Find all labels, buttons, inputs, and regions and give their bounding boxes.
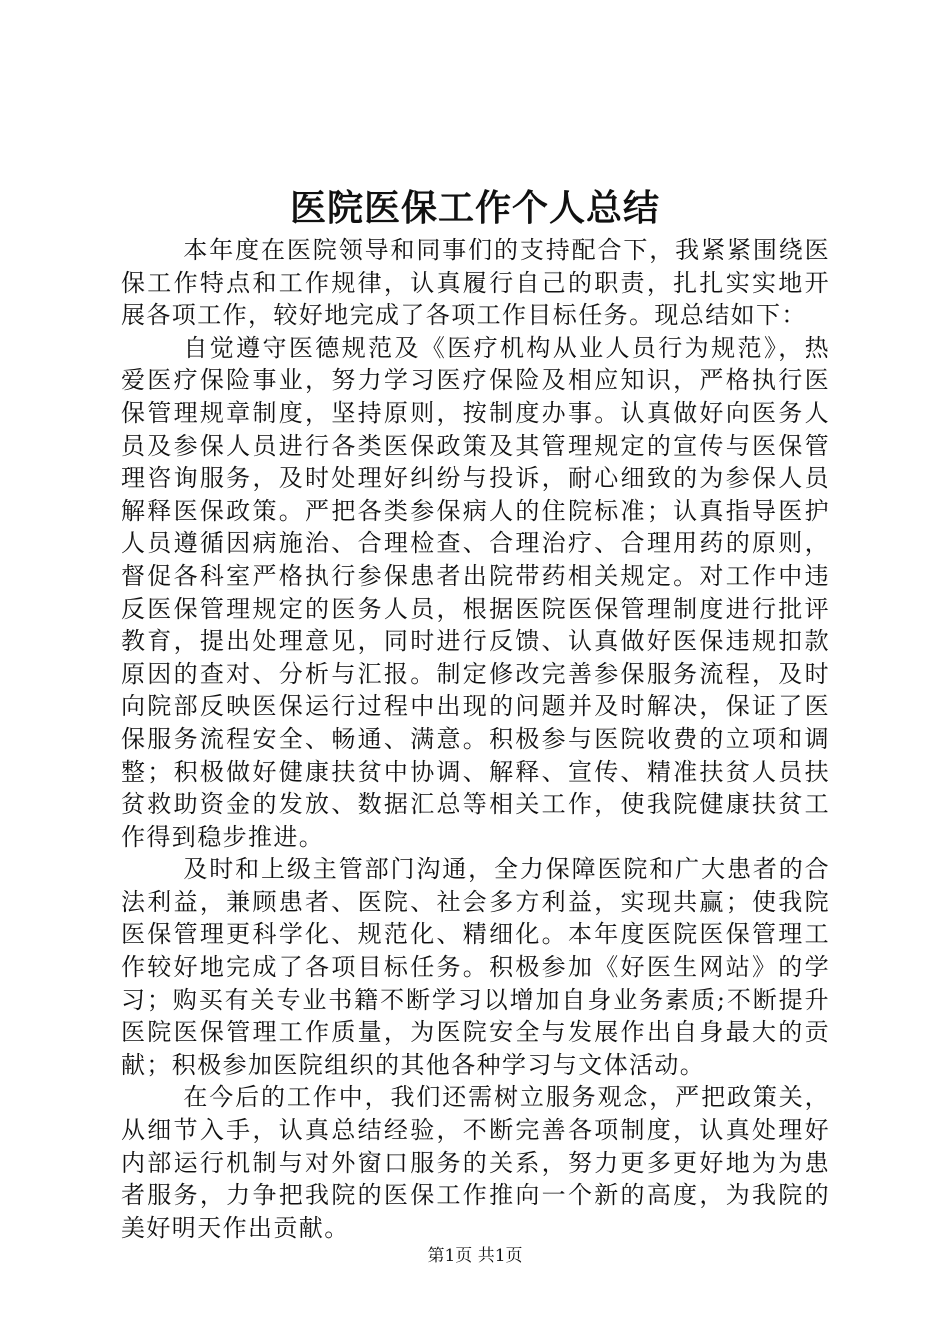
paragraph-intro: 本年度在医院领导和同事们的支持配合下，我紧紧围绕医保工作特点和工作规律，认真履行自己的职责，扎扎实实地开展各项工作，较好地完成了各项工作目标任务。现总结如下： — [121, 236, 830, 330]
paragraph-achievements: 及时和上级主管部门沟通，全力保障医院和广大患者的合法利益，兼顾患者、医院、社会多方利益，实现共赢；使我院医保管理更科学化、规范化、精细化。本年度医院医保管理工作较好地完成了各项目标任务。积极参加《好医生网站》的学习；购买有关专业书籍不断学习以增加自身业务素质;不断提升医院医保管理工作质量，为医院安全与发展作出自身最大的贡献；积极参加医院组织的其他各种学习与文体活动。 — [121, 855, 830, 1079]
paragraph-work-details: 自觉遵守医德规范及《医疗机构从业人员行为规范》，热爱医疗保险事业，努力学习医疗保险及相应知识，严格执行医保管理规章制度，坚持原则，按制度办事。认真做好向医务人员及参保人员进行各类医保政策及其管理规定的宣传与医保管理咨询服务，及时处理好纠纷与投诉，耐心细致的为参保人员解释医保政策。严把各类参保病人的住院标准；认真指导医护人员遵循因病施治、合理检查、合理治疗、合理用药的原则，督促各科室严格执行参保患者出院带药相关规定。对工作中违反医保管理规定的医务人员，根据医院医保管理制度进行批评教育，提出处理意见，同时进行反馈、认真做好医保违规扣款原因的查对、分析与汇报。制定修改完善参保服务流程，及时向院部反映医保运行过程中出现的问题并及时解决，保证了医保服务流程安全、畅通、满意。积极参与医院收费的立项和调整；积极做好健康扶贫中协调、解释、宣传、精准扶贫人员扶贫救助资金的发放、数据汇总等相关工作，使我院健康扶贫工作得到稳步推进。 — [121, 333, 830, 851]
document-body — [121, 234, 830, 1244]
document-title: 医院医保工作个人总结 — [289, 187, 660, 229]
paragraph-future-plans: 在今后的工作中，我们还需树立服务观念，严把政策关，从细节入手，认真总结经验，不断完善各项制度，认真处理好内部运行机制与对外窗口服务的关系，努力更多更好地为为患者服务，力争把我院的医保工作推向一个新的高度，为我院的美好明天作出贡献。 — [121, 1083, 830, 1242]
page-number-footer: 第1页 共1页 — [427, 1246, 523, 1266]
